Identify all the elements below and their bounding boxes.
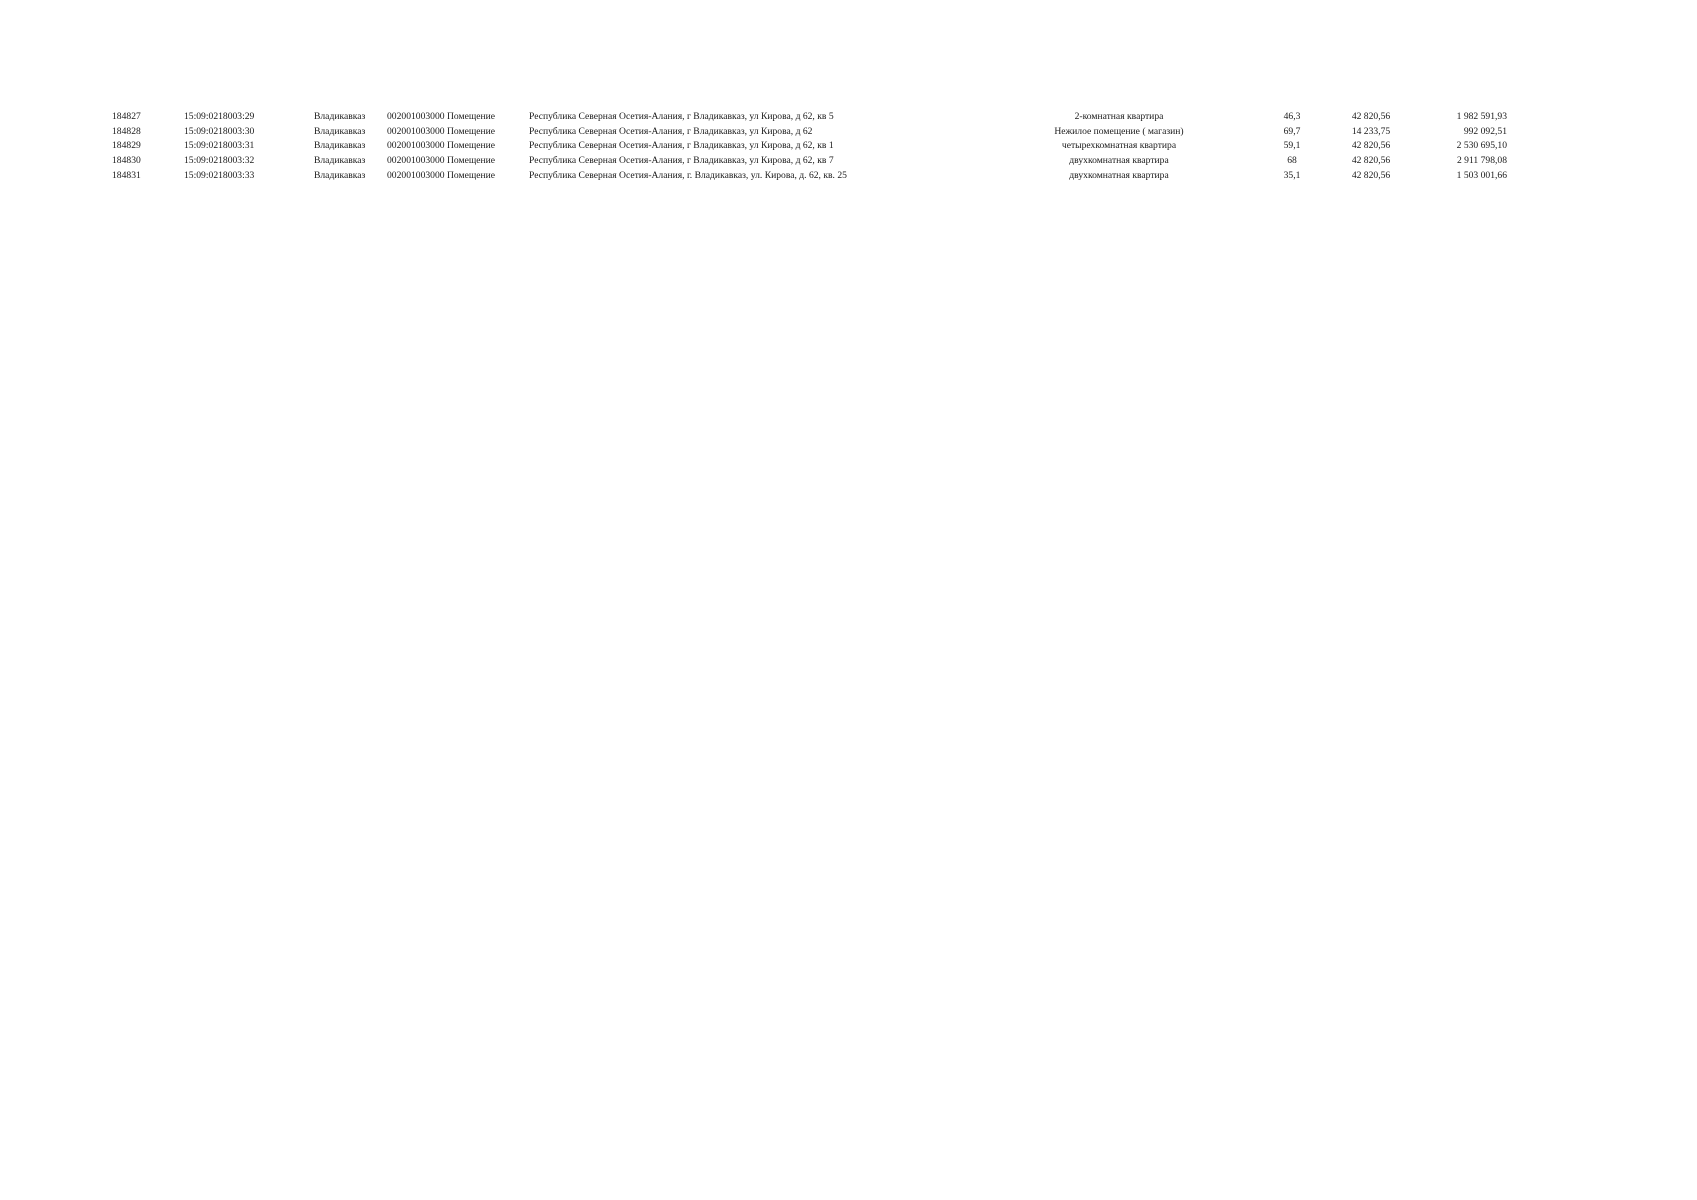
table-row xyxy=(112,154,1507,169)
object-name-cell: 2-комнатная квартира xyxy=(1074,111,1164,122)
registry-table xyxy=(112,110,1507,184)
table-row xyxy=(112,125,1507,140)
area-cell: 35,1 xyxy=(1283,169,1301,181)
object-name-cell: четырехкомнатная квартира xyxy=(1061,140,1177,152)
address-cell: Республика Северная Осетия-Алания, г Владикавказ, ул Кирова, д 62, кв 5 xyxy=(529,111,834,122)
object-name-cell: Нежилое помещение ( магазин) xyxy=(1054,125,1184,137)
area-cell: 46,3 xyxy=(1283,111,1301,122)
row-id-cell: 184828 xyxy=(112,125,141,137)
city-cell: Владикавказ xyxy=(314,169,366,181)
row-id-cell: 184830 xyxy=(112,155,141,167)
object-type-cell: 002001003000 Помещение xyxy=(387,125,496,137)
address-cell: Республика Северная Осетия-Алания, г Владикавказ, ул Кирова, д 62, кв 1 xyxy=(529,140,834,152)
address-cell: Республика Северная Осетия-Алания, г Владикавказ, ул Кирова, д 62 xyxy=(529,125,813,137)
registry-body xyxy=(112,110,1507,184)
cadastral-rate-cell: 14 233,75 xyxy=(1351,125,1391,137)
cadastral-cost-cell: 2 911 798,08 xyxy=(1456,155,1507,167)
cadastral-number-cell: 15:09:0218003:31 xyxy=(184,140,255,152)
object-type-cell: 002001003000 Помещение xyxy=(387,169,496,181)
cadastral-rate-cell: 42 820,56 xyxy=(1351,169,1391,181)
city-cell: Владикавказ xyxy=(314,125,366,137)
area-cell: 59,1 xyxy=(1283,140,1301,152)
cadastral-cost-cell: 1 503 001,66 xyxy=(1456,169,1507,181)
object-name-cell: двухкомнатная квартира xyxy=(1069,155,1169,167)
cadastral-rate-cell: 42 820,56 xyxy=(1351,140,1391,152)
cadastral-cost-cell: 992 092,51 xyxy=(1463,125,1507,137)
row-id-cell: 184831 xyxy=(112,169,141,181)
table-row xyxy=(112,169,1507,184)
cadastral-cost-cell: 1 982 591,93 xyxy=(1456,111,1507,122)
cadastral-number-cell: 15:09:0218003:29 xyxy=(184,111,255,122)
table-row xyxy=(112,110,1507,125)
area-cell: 69,7 xyxy=(1283,125,1301,137)
object-type-cell: 002001003000 Помещение xyxy=(387,140,496,152)
city-cell: Владикавказ xyxy=(314,155,366,167)
table-row xyxy=(112,139,1507,154)
object-name-cell: двухкомнатная квартира xyxy=(1069,169,1169,181)
address-cell: Республика Северная Осетия-Алания, г. Владикавказ, ул. Кирова, д. 62, кв. 25 xyxy=(529,169,847,181)
cadastral-number-cell: 15:09:0218003:33 xyxy=(184,169,255,181)
cadastral-cost-cell: 2 530 695,10 xyxy=(1456,140,1507,152)
object-type-cell: 002001003000 Помещение xyxy=(387,155,496,167)
cadastral-number-cell: 15:09:0218003:32 xyxy=(184,155,255,167)
cadastral-number-cell: 15:09:0218003:30 xyxy=(184,125,255,137)
row-id-cell: 184829 xyxy=(112,140,141,152)
city-cell: Владикавказ xyxy=(314,140,366,152)
row-id-cell: 184827 xyxy=(112,111,141,122)
object-type-cell: 002001003000 Помещение xyxy=(387,111,496,122)
city-cell: Владикавказ xyxy=(314,111,366,122)
area-cell: 68 xyxy=(1287,155,1297,167)
cadastral-rate-cell: 42 820,56 xyxy=(1351,155,1391,167)
address-cell: Республика Северная Осетия-Алания, г Владикавказ, ул Кирова, д 62, кв 7 xyxy=(529,155,834,167)
cadastral-rate-cell: 42 820,56 xyxy=(1351,111,1391,122)
